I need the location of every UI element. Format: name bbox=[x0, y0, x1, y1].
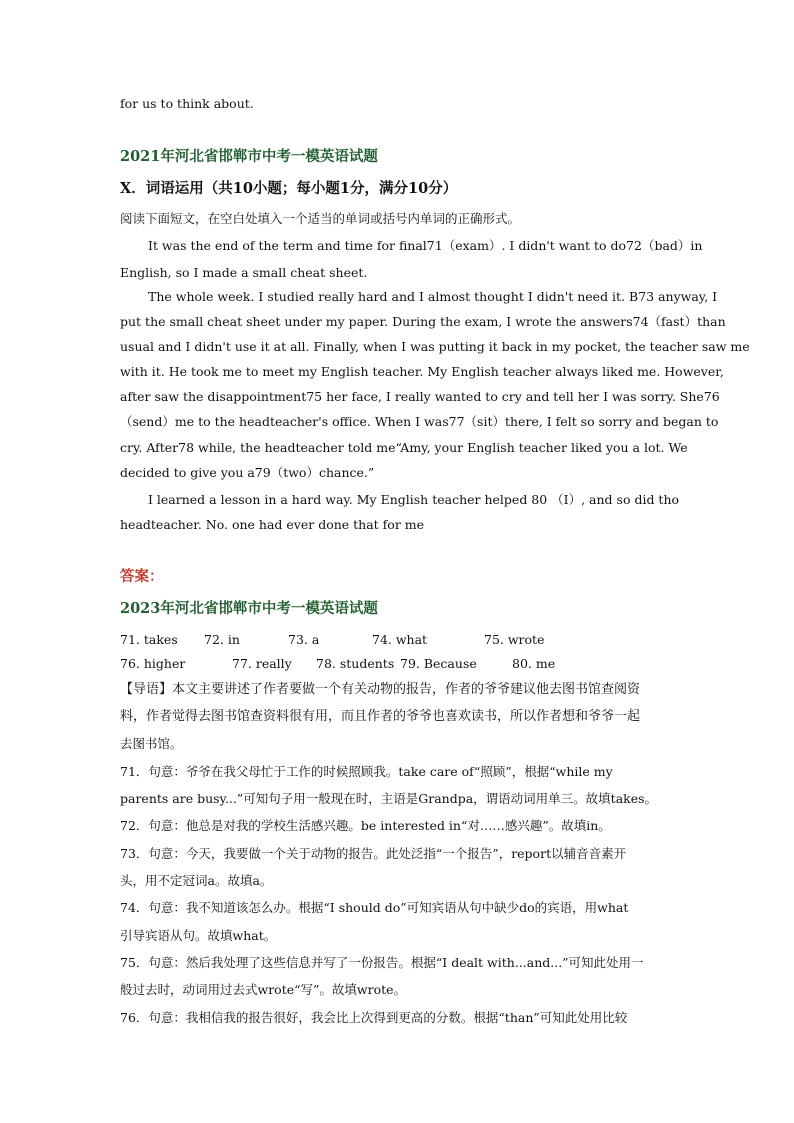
passage-line: I learned a lesson in a hard way. My English teacher helped 80 （I）, and so did tho bbox=[148, 492, 680, 507]
explanation-line: 75．句意：然后我处理了这些信息并写了一份报告。根据“I dealt with...and...”可知此处用一 bbox=[120, 955, 644, 970]
answer-item: 74. what bbox=[372, 632, 428, 647]
passage-line: with it. He took me to meet my English teacher. My English teacher always liked me. However, bbox=[120, 364, 724, 379]
answer-item: 80. me bbox=[512, 656, 556, 671]
answer-label: 答案： bbox=[120, 568, 164, 585]
answer-item: 71. takes bbox=[120, 632, 178, 647]
section-heading: X．词语运用（共10小题；每小题1分，满分10分） bbox=[120, 180, 458, 197]
explanation-line: 【导语】本文主要讲述了作者要做一个有关动物的报告，作者的爷爷建议他去图书馆查阅资 bbox=[120, 682, 641, 697]
passage-line: cry. After78 while, the headteacher told me“Amy, your English teacher liked you a lot. We bbox=[120, 440, 688, 455]
answer-title: 2023年河北省邯郸市中考一模英语试题 bbox=[120, 600, 378, 617]
answer-item: 73. a bbox=[288, 632, 320, 647]
passage-line: after saw the disappointment75 her face, I really wanted to cry and tell her I was sorry. She76 bbox=[120, 389, 720, 404]
passage-line: decided to give you a79（two）chance.” bbox=[120, 465, 375, 480]
answer-item: 76. higher bbox=[120, 656, 186, 671]
passage-line: put the small cheat sheet under my paper. During the exam, I wrote the answers74（fast）than bbox=[120, 314, 726, 329]
explanation-line: 76．句意：我相信我的报告很好，我会比上次得到更高的分数。根据“than”可知此处用比较 bbox=[120, 1010, 628, 1025]
explanation-line: 料，作者觉得去图书馆查资料很有用，而且作者的爷爷也喜欢读书，所以作者想和爷爷一起 bbox=[120, 709, 641, 724]
passage-line: headteacher. No. one had ever done that for me bbox=[120, 517, 425, 532]
answer-item: 72. in bbox=[204, 632, 240, 647]
passage-line: English, so I made a small cheat sheet. bbox=[120, 265, 368, 280]
answer-item: 78. students bbox=[316, 656, 395, 671]
answer-item: 79. Because bbox=[400, 656, 477, 671]
explanation-line: 引导宾语从句。故填what。 bbox=[120, 928, 277, 943]
explanation-line: 般过去时，动词用过去式wrote“写”。故填wrote。 bbox=[120, 982, 407, 997]
explanation-line: 74．句意：我不知道该怎么办。根据“I should do”可知宾语从句中缺少do的宾语，用what bbox=[120, 900, 629, 915]
continued-text: for us to think about. bbox=[120, 96, 254, 111]
explanation-line: 71．句意：爷爷在我父母忙于工作的时候照顾我。take care of“照顾”，根据“while my bbox=[120, 764, 613, 779]
explanation-line: 去图书馆。 bbox=[120, 736, 183, 751]
explanation-line: 72．句意：他总是对我的学校生活感兴趣。be interested in“对……感兴趣”。故填in。 bbox=[120, 818, 611, 833]
explanation-line: 头，用不定冠词a。故填a。 bbox=[120, 873, 273, 888]
explanation-line: 73．句意：今天，我要做一个关于动物的报告。此处泛指“一个报告”，report以辅音音素开 bbox=[120, 846, 627, 861]
answer-row bbox=[120, 655, 676, 673]
exam-title: 2021年河北省邯郸市中考一模英语试题 bbox=[120, 148, 378, 165]
passage-line: The whole week. I studied really hard and I almost thought I didn't need it. B73 anyway, I bbox=[148, 289, 718, 304]
passage-line: It was the end of the term and time for final71（exam）. I didn't want to do72（bad）in bbox=[148, 238, 703, 253]
answer-item: 77. really bbox=[232, 656, 292, 671]
explanation-line: parents are busy...”可知句子用一般现在时，主语是Grandpa，谓语动词用单三。故填takes。 bbox=[120, 791, 658, 806]
passage-line: usual and I didn't use it at all. Finally, when I was putting it back in my pocket, the teacher saw me bbox=[120, 339, 750, 354]
answer-item: 75. wrote bbox=[484, 632, 545, 647]
passage-line: （send）me to the headteacher's office. When I was77（sit）there, I felt so sorry and began to bbox=[120, 414, 719, 429]
instruction: 阅读下面短文，在空白处填入一个适当的单词或括号内单词的正确形式。 bbox=[120, 211, 521, 226]
answer-row bbox=[120, 631, 676, 649]
